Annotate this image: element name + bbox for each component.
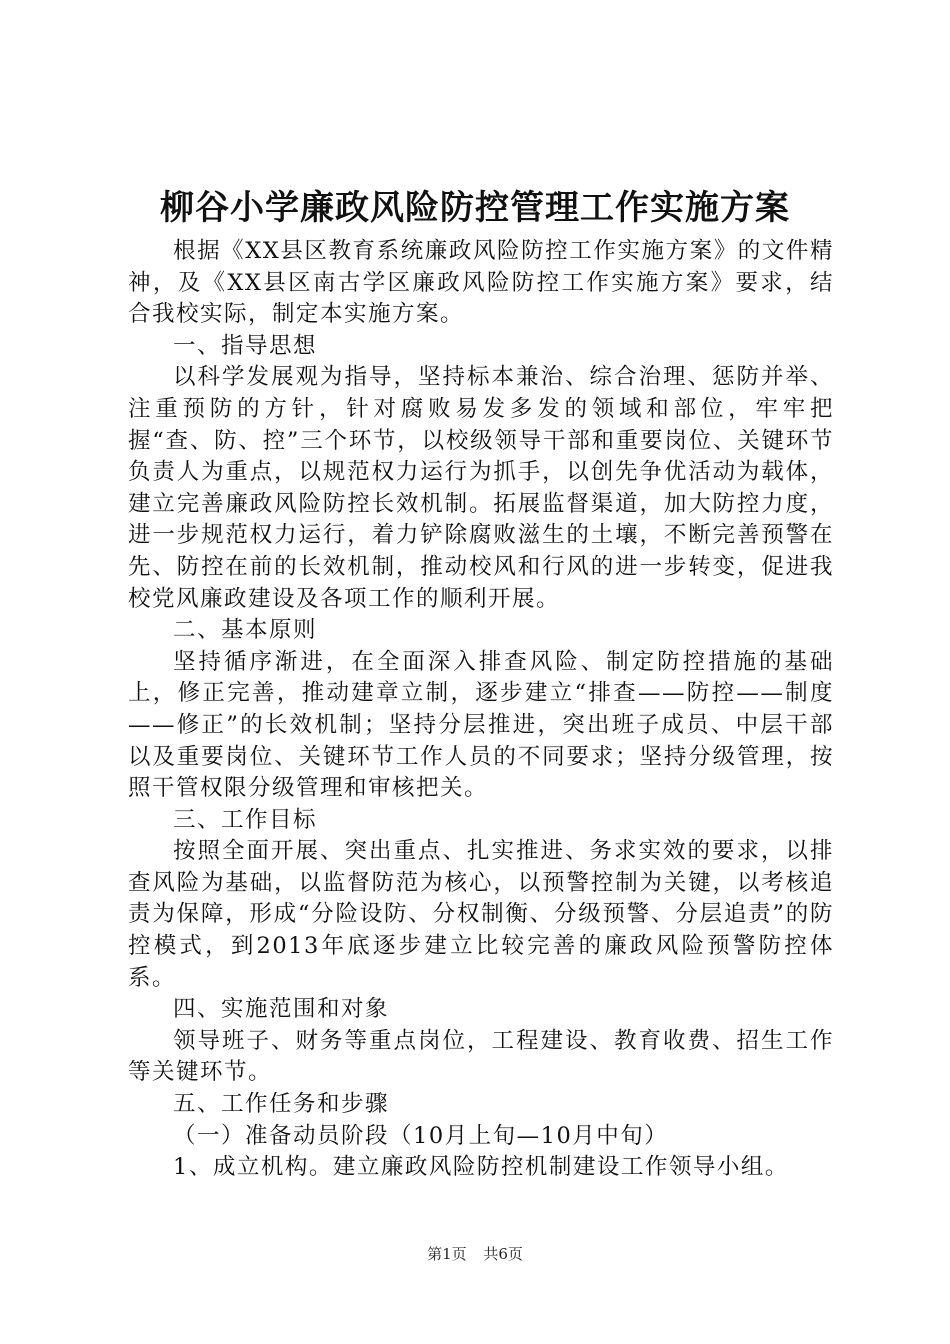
page-footer <box>0 1243 950 1265</box>
task-item-1: 1、成立机构。建立廉政风险防控机制建设工作领导小组。 <box>173 1154 789 1181</box>
section-heading-work-goals: 三、工作目标 <box>173 806 318 833</box>
section-heading-scope: 四、实施范围和对象 <box>173 996 390 1023</box>
document-body <box>128 236 834 1184</box>
subsection-heading-preparation: （一）准备动员阶段（10月上旬—10月中旬） <box>173 1122 669 1149</box>
section-heading-tasks-steps: 五、工作任务和步骤 <box>173 1091 390 1118</box>
section-heading-guiding-ideology: 一、指导思想 <box>173 332 318 359</box>
basic-principles-paragraph: 坚持循序渐进，在全面深入排查风险、制定防控措施的基础上，修正完善，推动建章立制，逐步建立“排查——防控——制度——修正”的长效机制；坚持分层推进，突出班子成员、中层干部以及重要岗位、关键环节工作人员的不同要求；坚持分级管理，按照干管权限分级管理和审核把关。 <box>128 648 834 802</box>
intro-paragraph: 根据《XX县区教育系统廉政风险防控工作实施方案》的文件精神，及《XX县区南古学区廉政风险防控工作实施方案》要求，结合我校实际，制定本实施方案。 <box>128 238 834 328</box>
page-total: 共6页 <box>483 1245 523 1263</box>
scope-paragraph: 领导班子、财务等重点岗位，工程建设、教育收费、招生工作等关键环节。 <box>128 1027 834 1086</box>
work-goals-paragraph: 按照全面开展、突出重点、扎实推进、务求实效的要求，以排查风险为基础，以监督防范为核心，以预警控制为关键，以考核追责为保障，形成“分险设防、分权制衡、分级预警、分层追责”的防控模式，到2013年底逐步建立比较完善的廉政风险预警防控体系。 <box>128 838 834 991</box>
page-number: 第1页 <box>427 1245 467 1263</box>
section-heading-basic-principles: 二、基本原则 <box>173 617 318 644</box>
document-title: 柳谷小学廉政风险防控管理工作实施方案 <box>160 188 790 228</box>
guiding-ideology-paragraph: 以科学发展观为指导，坚持标本兼治、综合治理、惩防并举、注重预防的方针，针对腐败易发多发的领域和部位，牢牢把握“查、防、控”三个环节，以校级领导干部和重要岗位、关键环节负责人为重点，以规范权力运行为抓手，以创先争优活动为载体，建立完善廉政风险防控长效机制。拓展监督渠道，加大防控力度，进一步规范权力运行，着力铲除腐败滋生的土壤，不断完善预警在先、防控在前的长效机制，推动校风和行风的进一步转变，促进我校党风廉政建设及各项工作的顺利开展。 <box>128 364 834 612</box>
